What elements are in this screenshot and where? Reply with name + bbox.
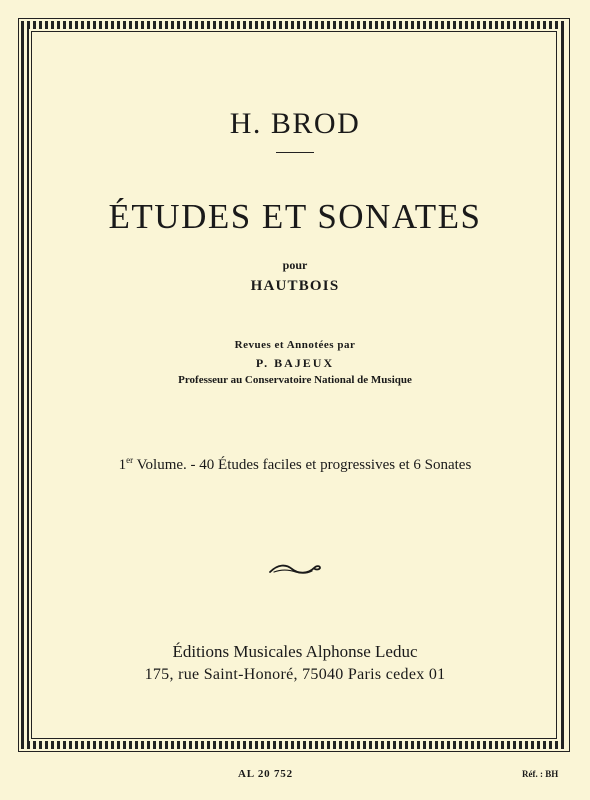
volume-ordinal: 1 (118, 457, 127, 473)
volume-ordinal-suffix: er (126, 455, 134, 465)
volume-text: Volume. - 40 Études faciles et progressives et 6 Sonates (133, 457, 472, 473)
catalog-number: AL 20 752 (238, 768, 293, 780)
volume-description (0, 455, 590, 474)
work-title: ÉTUDES ET SONATES (108, 197, 482, 236)
revised-by-label: Revues et Annotées par (234, 339, 356, 351)
publisher-address: 175, rue Saint-Honoré, 75040 Paris cedex 01 (144, 666, 446, 683)
editor-title: Professeur au Conservatoire National de Musique (178, 374, 412, 386)
for-label: pour (282, 258, 308, 272)
publisher-name: Éditions Musicales Alphonse Leduc (172, 642, 418, 661)
composer-name: H. BROD (229, 107, 361, 140)
editor-name: P. BAJEUX (255, 356, 335, 370)
divider-rule (276, 152, 314, 153)
instrument-name: HAUTBOIS (250, 278, 340, 294)
swash-ornament-icon (268, 562, 322, 576)
reference-label: Réf. : BH (522, 769, 559, 779)
